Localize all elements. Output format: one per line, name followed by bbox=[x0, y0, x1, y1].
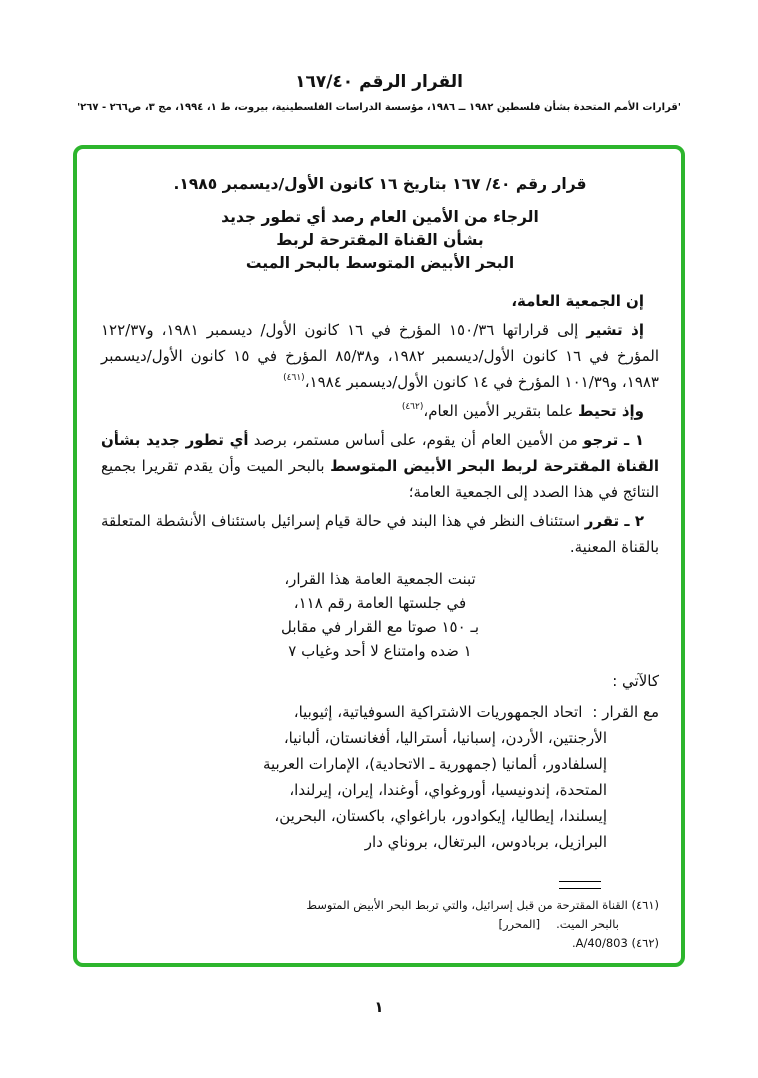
adoption-line-3: بـ ١٥٠ صوتا مع القرار في مقابل bbox=[280, 618, 480, 636]
footnote-461-editor: [المحرر] bbox=[498, 917, 541, 931]
footnote-462-text: A/40/803. bbox=[571, 936, 628, 950]
page-title: القرار الرقم ٤٠‏/١٦٧ bbox=[295, 72, 463, 92]
operative-paragraph-2 bbox=[101, 508, 659, 560]
adoption-line-1: تبنت الجمعية العامة هذا القرار، bbox=[284, 570, 476, 588]
operative-2-lead: ٢ ـ تقرر bbox=[584, 512, 644, 530]
adoption-tail: كالآتي : bbox=[612, 672, 659, 690]
footnote-461-text: القناة المقترحة من قبل إسرائيل، والتي تربط البحر الأبيض المتوسط bbox=[306, 898, 628, 912]
vote-label: مع القرار : bbox=[592, 703, 659, 721]
footnote-461 bbox=[137, 896, 659, 915]
operative-1-lead: ١ ـ ترجو bbox=[583, 431, 644, 449]
footnote-ref-461: (٤٦١) bbox=[283, 373, 305, 383]
preamble-2-text: علما بتقرير الأمين العام، bbox=[423, 402, 578, 420]
preamble-1-lead: إذ تشير bbox=[586, 321, 645, 339]
footnote-462-marker: (٤٦٢) bbox=[631, 936, 659, 950]
footnote-461-text-2: بالبحر الميت. bbox=[556, 917, 619, 931]
preamble-paragraph-1 bbox=[101, 317, 659, 395]
footnote-461-marker: (٤٦١) bbox=[631, 898, 659, 912]
operative-1-text-a: من الأمين العام أن يقوم، على أساس مستمر، برصد bbox=[248, 431, 584, 449]
vote-block bbox=[257, 699, 659, 855]
preamble-paragraph-2 bbox=[101, 398, 659, 424]
footnote-462 bbox=[137, 934, 659, 953]
footnote-separator bbox=[559, 881, 601, 889]
adoption-block bbox=[101, 567, 659, 663]
operative-2-text: استئناف النظر في هذا البند في حالة قيام إسرائيل باستئناف الأنشطة المتعلقة بالقناة المعنية. bbox=[101, 512, 659, 556]
adoption-line-2: في جلستها العامة رقم ١١٨، bbox=[293, 594, 467, 612]
operative-paragraph-1 bbox=[101, 427, 659, 505]
resolution-heading: قرار رقم ٤٠‏/ ١٦٧ بتاريخ ١٦ كانون الأول/ديسمبر ١٩٨٥. bbox=[173, 175, 587, 193]
preamble-1-text: إلى قراراتها ٣٦‏/١٥٠ المؤرخ في ١٦ كانون الأول/ ديسمبر ١٩٨١، و٣٧‏/١٢٢ المؤرخ في ١٦ كانون الأول/ديسمبر ١٩٨٢، و٣٨‏/٨٥ المؤرخ في ١٥ كانون الأول/ديسمبر ١٩٨٣، و٣٩‏/١٠١ المؤرخ في ١٤ كانون الأول/ديسمبر ١٩٨٤، bbox=[101, 321, 660, 391]
subtitle-line-3: البحر الأبيض المتوسط بالبحر الميت bbox=[245, 254, 515, 272]
operative-1-emphasis: أي تطور جديد بشأن القناة المقترحة لربط البحر الأبيض المتوسط bbox=[101, 431, 659, 475]
vote-countries: اتحاد الجمهوريات الاشتراكية السوفياتية، إثيوبيا، الأرجنتين، الأردن، إسبانيا، أستراليا، أفغانستان، ألبانيا، إلسلفادور، ألمانيا (جمهورية ـ الاتحادية)، الإمارات العربية المتحدة، إندونيسيا، أوروغواي، أوغندا، إيران، إيرلندا، إيسلندا، إيطاليا، إيكوادور، باراغواي، باكستان، البحرين، البرازيل، بربادوس، البرتغال، بروناي دار bbox=[262, 703, 607, 851]
operative-1-text-b: بالبحر الميت وأن يقدم تقريرا بجميع النتائج في هذا الصدد إلى الجمعية العامة؛ bbox=[101, 457, 659, 501]
adoption-line-4: ١ ضده وامتناع لا أحد وغياب ٧ bbox=[288, 642, 472, 660]
resolution-subtitle bbox=[101, 206, 659, 275]
footnotes-section bbox=[137, 881, 659, 953]
preamble-2-lead: وإذ تحيط bbox=[577, 402, 644, 420]
subtitle-line-1: الرجاء من الأمين العام رصد أي تطور جديد bbox=[221, 208, 539, 226]
footnote-461-continuation bbox=[137, 915, 659, 934]
footnote-ref-462: (٤٦٢) bbox=[401, 402, 424, 412]
resolution-body bbox=[101, 288, 659, 855]
page-number: ١ bbox=[374, 998, 384, 1016]
subtitle-line-2: بشأن القناة المقترحة لربط bbox=[276, 231, 484, 249]
citation-line: 'قرارات الأمم المتحدة بشأن فلسطين ١٩٨٢ ــ ١٩٨٦، مؤسسة الدراسات الفلسطينية، بيروت، ط ١، ١٩٩٤، مج ٣، ص٢٦٦ - ٢٦٧' bbox=[77, 102, 681, 113]
resolution-box bbox=[73, 145, 685, 967]
opening-line: إن الجمعية العامة، bbox=[511, 292, 644, 310]
